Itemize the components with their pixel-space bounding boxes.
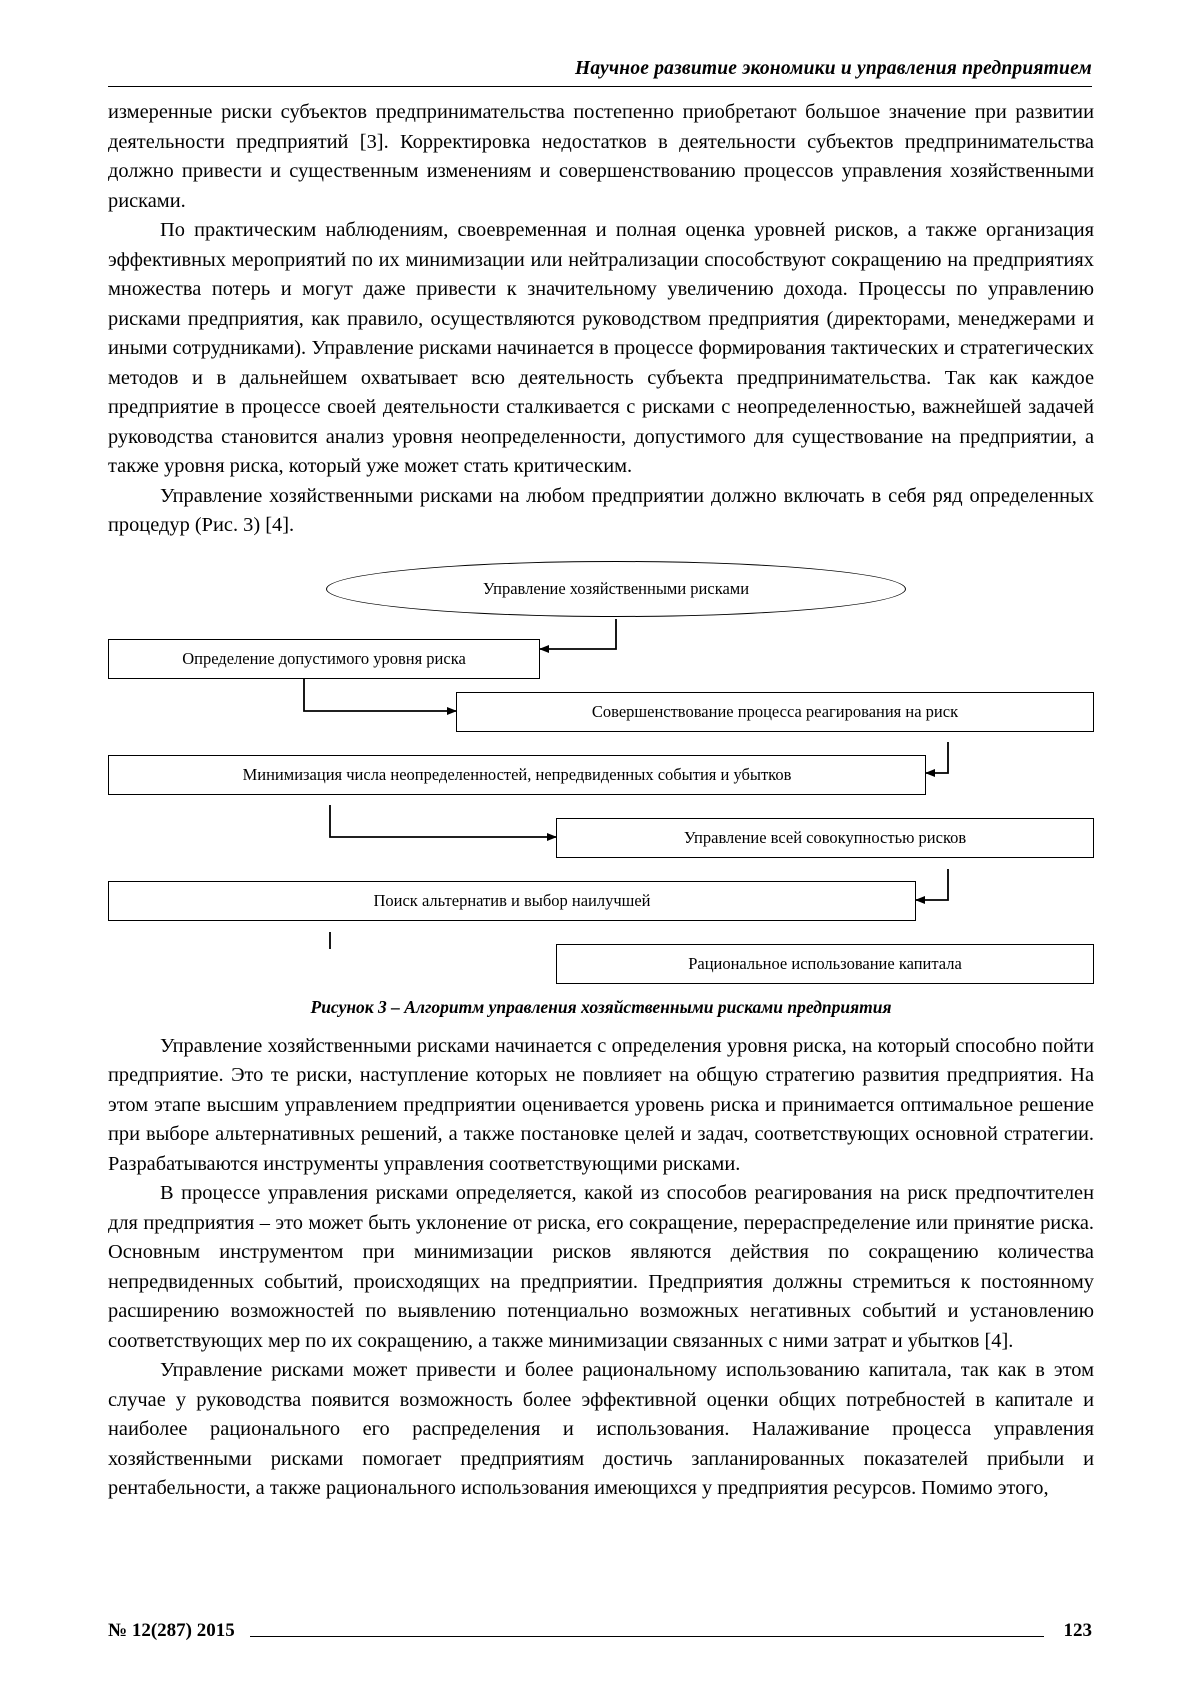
diagram-step-3-label: Минимизация числа неопределенностей, непредвиденных события и убытков: [242, 764, 792, 784]
paragraph-1: измеренные риски субъектов предпринимательства постепенно приобретают большое значение при развитии деятельности предприятий [3]. Корректировка недостатков в деятельности субъектов предпринимательства должно привести и существенным изменениям и совершенствованию процессов управления хозяйственными рисками.: [108, 101, 1094, 212]
diagram-step-5: [108, 881, 916, 921]
page-content: [108, 98, 1094, 1504]
diagram-step-5-label: Поиск альтернатив и выбор наилучшей: [373, 890, 651, 910]
diagram-step-6: [556, 944, 1094, 984]
paragraph-3: Управление хозяйственными рисками на любом предприятии должно включать в себя ряд определенных процедур (Рис. 3) [4].: [108, 484, 1094, 536]
diagram-step-2-label: Совершенствование процесса реагирования на риск: [591, 701, 959, 721]
running-header: Научное развитие экономики и управления предприятием: [574, 58, 1092, 79]
footer-issue: № 12(287) 2015: [108, 1620, 235, 1641]
footer-divider: [250, 1636, 1044, 1637]
diagram-step-4: [556, 818, 1094, 858]
diagram-root-label: Управление хозяйственными рисками: [482, 578, 750, 598]
diagram-step-1-label: Определение допустимого уровня риска: [182, 648, 466, 668]
figure-caption: Рисунок 3 – Алгоритм управления хозяйственными рисками предприятия: [310, 996, 892, 1017]
footer-page-number: 123: [1063, 1620, 1092, 1641]
diagram-step-2: [456, 692, 1094, 732]
diagram-step-1: [108, 639, 540, 679]
diagram-root-node: [326, 561, 906, 617]
header-divider: [108, 86, 1092, 87]
diagram-step-6-label: Рациональное использование капитала: [688, 953, 962, 973]
page-footer: [108, 1620, 1092, 1646]
paragraph-2: По практическим наблюдениям, своевременная и полная оценка уровней рисков, а также организация эффективных мероприятий по их минимизации или нейтрализации способствуют сокращению на предприятиях множества потерь и могут даже привести к значительному увеличению дохода. Процессы по управлению рисками предприятия, как правило, осуществляются руководством предприятия (директорами, менеджерами и иными сотрудниками). Управление рисками начинается в процессе формирования тактических и стратегических методов и в дальнейшем охватывает всю деятельность субъекта предпринимательства. Так как каждое предприятие в процессе своей деятельности сталкивается с рисками с неопределенностью, важнейшей задачей руководства становится анализ уровня неопределенности, допустимого для существование на предприятии, а также уровня риска, который уже может стать критическим.: [108, 219, 1094, 477]
diagram-step-3: [108, 755, 926, 795]
paragraph-6: Управление рисками может привести и более рациональному использованию капитала, так как в этом случае у руководства появится возможность более эффективной оценки общих потребностей в капитале и наиболее рационального его распределения и использования. Налаживание процесса управления хозяйственными рисками помогает предприятиям достичь запланированных показателей прибыли и рентабельности, а также рационального использования имеющихся у предприятия ресурсов. Помимо этого,: [108, 1359, 1094, 1499]
diagram-step-4-label: Управление всей совокупностью рисков: [683, 827, 967, 847]
figure-3-diagram: [108, 559, 1094, 973]
paragraph-5: В процессе управления рисками определяется, какой из способов реагирования на риск предпочтителен для предприятия – это может быть уклонение от риска, его сокращение, перераспределение или принятие риска. Основным инструментом при минимизации рисков являются действия по сокращению количества непредвиденных событий, происходящих на предприятии. Предприятия должны стремиться к постоянному расширению возможностей по выявлению потенциально возможных негативных событий и установлению соответствующих мер по их сокращению, а также минимизации связанных с ними затрат и убытков [4].: [108, 1182, 1094, 1352]
paragraph-4: Управление хозяйственными рисками начинается с определения уровня риска, на который способно пойти предприятие. Это те риски, наступление которых не повлияет на общую стратегию развития предприятия. На этом этапе высшим управлением предприятии оценивается уровень риска и принимается оптимальное решение при выборе альтернативных решений, а также постановке целей и задач, соответствующих основной стратегии. Разрабатываются инструменты управления соответствующими рисками.: [108, 1034, 1094, 1175]
